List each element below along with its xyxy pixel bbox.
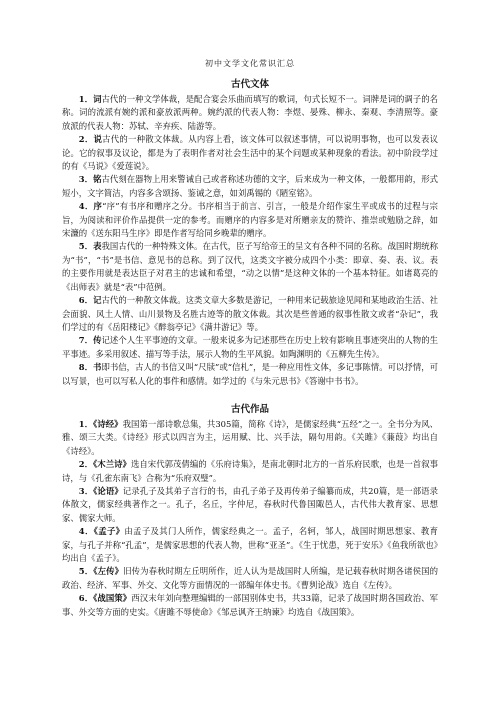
section-ancient-genres bbox=[62, 76, 438, 388]
paragraph-shu bbox=[62, 361, 438, 388]
paragraph-biao bbox=[62, 240, 438, 294]
paragraph-ci bbox=[62, 93, 438, 133]
term-label: 3．铭 bbox=[78, 174, 102, 185]
paragraph-mengzi bbox=[62, 525, 438, 565]
paragraph-text: 选自宋代郭茂倩编的《乐府诗集》，是南北朝时北方的一首乐府民歌，也是一首叙事诗，与《孔雀东南飞》合称为“乐府双璧”。 bbox=[62, 459, 438, 483]
term-label: 6．记 bbox=[78, 295, 102, 306]
paragraph-lunyu bbox=[62, 485, 438, 525]
term-label: 3．《论语》 bbox=[78, 485, 123, 496]
paragraph-text: 旧传为春秋时期左丘明所作，近人认为是战国时人所编，是记载春秋时期各诸侯国的政治、经济、军事、外交、文化等方面情况的一部编年体史书。《曹刿论战》选自《左传》。 bbox=[62, 566, 438, 590]
paragraph-ji bbox=[62, 294, 438, 334]
paragraph-zuozhuan bbox=[62, 565, 438, 592]
section-ancient-works bbox=[62, 401, 438, 619]
paragraph-text: 古代的一种文学体裁，是配合宴会乐曲而填写的歌词，句式长短不一。词牌是词的调子的名称。词的流派有婉约派和豪放派两种。婉约派的代表人物：李煜、晏殊、柳永、秦观、李清照等。豪放派的代表人物：苏轼、辛弃疾、陆游等。 bbox=[62, 94, 439, 131]
paragraph-text: 记录孔子及其弟子言行的书，由孔子弟子及再传弟子编纂而成，共20篇，是一部语录体散文，儒家经典著作之一。孔子，名丘，字仲尼，春秋时代鲁国陬邑人，古代伟大教育家、思想家、儒家大师。 bbox=[62, 485, 438, 523]
term-label: 5．《左传》 bbox=[78, 566, 124, 577]
term-label: 4．《孟子》 bbox=[78, 526, 125, 537]
paragraph-text: 西汉末年刘向整理编辑的一部国别体史书，共33篇，记录了战国时期各国政治、军事、外交等方面的史实。《唐雎不辱使命》《邹忌讽齐王纳谏》均选自《战国策》。 bbox=[62, 593, 439, 617]
term-label: 6．《战国策》 bbox=[78, 593, 132, 604]
section-title: 古代文体 bbox=[230, 79, 269, 90]
paragraph-text: “序”有书序和赠序之分。书序相当于前言、引言，一般是介绍作家生平或成书的过程与宗旨，为阅读和评价作品提供一定的参考。而赠序的内容多是对所赠亲友的赞许、推崇或勉励之辞，如宋濂的《送东阳马生序》即是作者写给同乡晚辈的赠序。 bbox=[62, 201, 438, 239]
paragraph-text: 即书信，古人的书信又叫“尺牍”或“信札”，是一种应用性文体，多记事陈情。可以抒情，可以写景，也可以写私人化的事件和感情。如学过的《与朱元思书》《答谢中书书》。 bbox=[62, 362, 439, 386]
term-label: 1．词 bbox=[78, 94, 102, 104]
term-label: 2．《木兰诗》 bbox=[78, 459, 131, 470]
paragraph-text: 我国古代的一种特殊文体。在古代，臣子写给帝王的呈文有各种不同的名称。战国时期统称为“书”，“书”是书信、意见书的总称。到了汉代，这类文字被分成四个小类：即章、奏、表、议。表的主要作用就是表达臣子对君主的忠诚和希望，“动之以情”是这种文体的一个基本特征。如诸葛亮的《出师表》就是“表”中范例。 bbox=[62, 241, 439, 292]
paragraph-text: 古代刻在器物上用来警诫自己或者称述功德的文字，后来成为一种文体，一般都用韵，形式短小，文字简洁，内容多含颂扬、鉴诫之意，如刘禹锡的《陋室铭》。 bbox=[62, 174, 439, 198]
paragraph-zhuan bbox=[62, 334, 438, 361]
paragraph-zhanguoce bbox=[62, 592, 438, 619]
section-title: 古代作品 bbox=[230, 403, 269, 415]
term-label: 2．说 bbox=[78, 134, 103, 145]
term-label: 8．书 bbox=[78, 362, 102, 373]
paragraph-xu bbox=[62, 200, 438, 240]
term-label: 5．表 bbox=[78, 241, 102, 252]
paragraph-text: 古代的一种散文体裁。这类文章大多数是游记，一种用来记载旅途见闻和某地政治生活、社会面貌、风土人情、山川景物及名胜古迹等的散文体裁。其次是些普通的叙事性散文或者“杂记”，我们学过的有《岳阳楼记》《醉翁亭记》《满井游记》等。 bbox=[62, 295, 439, 332]
section-gap bbox=[62, 388, 438, 399]
term-label: 1．《诗经》 bbox=[78, 418, 123, 429]
document-title: 初中文学文化常识汇总 bbox=[205, 59, 295, 68]
paragraph-mulanshi bbox=[62, 458, 438, 485]
term-label: 4．序 bbox=[78, 201, 103, 212]
paragraph-text: 我国第一部诗歌总集，共305篇，简称《诗》，是儒家经典“五经”之一。全书分为风、雅、颂三大类。《诗经》形式以四言为主，运用赋、比、兴手法，隔句用韵。《关雎》《蒹葭》均出自《诗经》。 bbox=[62, 418, 438, 456]
paragraph-text: 古代的一种散文体裁。从内容上看，该文体可以叙述事情，可以说明事物，也可以发表议论。它的叙事及议论，都是为了表明作者对社会生活中的某个问题或某种现象的看法。初中阶段学过的有《马说》《爱莲说》。 bbox=[62, 134, 438, 172]
paragraph-text: 记述个人生平事迹的文章。一般来说多为记述那些在历史上较有影响且事迹突出的人物的生平事迹。多采用叙述、描写等手法，展示人物的生平风貌。如陶渊明的《五柳先生传》。 bbox=[62, 335, 439, 359]
paragraph-shijing bbox=[62, 418, 438, 458]
paragraph-shuo bbox=[62, 133, 438, 173]
paragraph-text: 由孟子及其门人所作，儒家经典之一。孟子，名轲，邹人，战国时期思想家、教育家，与孔子并称“孔孟”，是儒家思想的代表人物，世称“亚圣”。《生于忧患，死于安乐》《鱼我所欲也》均出自《孟子》。 bbox=[62, 526, 438, 563]
term-label: 7．传 bbox=[78, 335, 102, 346]
paragraph-ming bbox=[62, 173, 438, 200]
